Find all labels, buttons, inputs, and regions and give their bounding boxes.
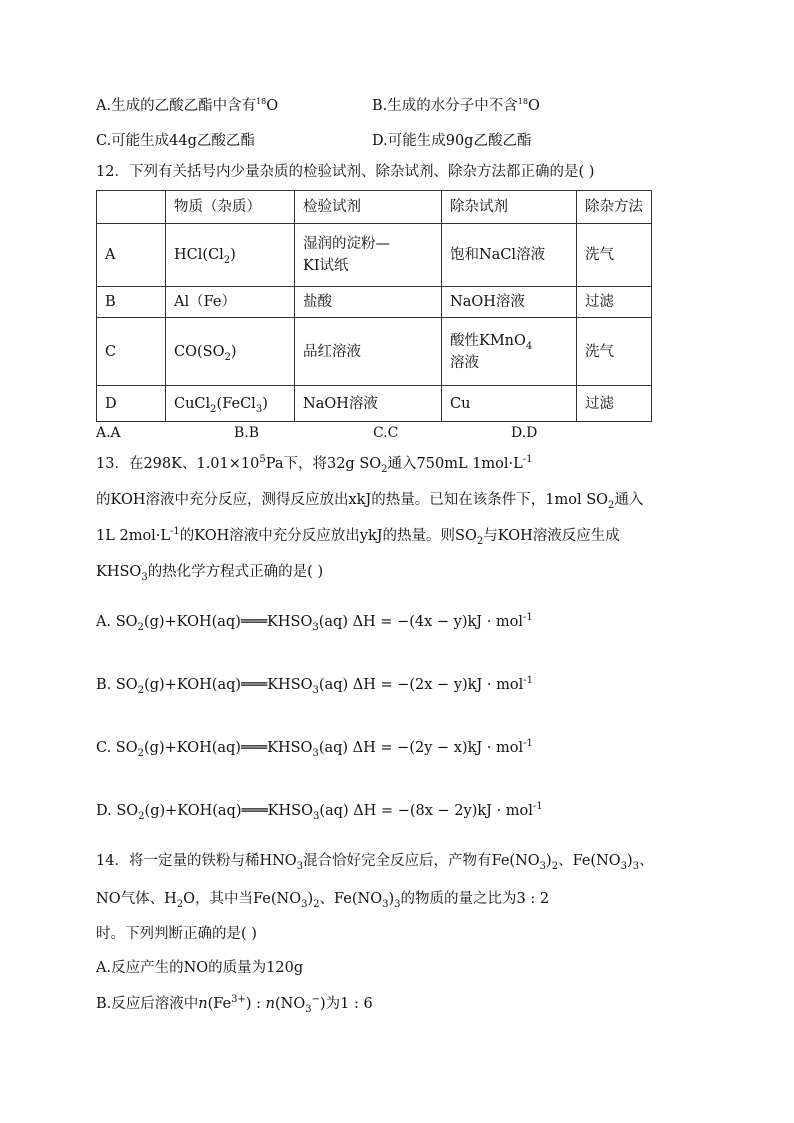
method-cell: 洗气 xyxy=(577,224,652,287)
option-label: C. xyxy=(96,740,112,756)
exponent: -1 xyxy=(523,738,533,750)
exponent: 5 xyxy=(259,454,266,466)
ion-charge: 3+ xyxy=(231,994,246,1006)
q12-answer-a: A.A xyxy=(96,425,121,441)
q13-line-2: 的KOH溶液中充分反应，测得反应放出xkJ的热量。已知在该条件下，1mol $SO_2$通入 xyxy=(96,492,644,511)
q14-option-a: A.反应产生的NO的质量为120g xyxy=(96,960,304,976)
isotope-mass: 18 xyxy=(517,97,528,107)
exponent: -1 xyxy=(532,801,543,813)
test-reagent-cell: 盐酸 xyxy=(295,287,442,318)
text: 混合恰好完全反应后，产物有 xyxy=(303,853,492,869)
impurity: SO xyxy=(202,343,225,360)
test-reagent-cell: 品红溶液 xyxy=(295,318,442,386)
substance-cell: Al（Fe） xyxy=(166,287,295,318)
removal-reagent-cell: 酸性KMnO$_4$ 溶液 xyxy=(442,318,577,386)
q12-answer-d: D.D xyxy=(511,425,538,441)
exponent: -1 xyxy=(523,675,533,687)
q13-line-1: 13．在298K、$1.01\times 10^5Pa$下，将32g $SO_2$通入750mL $1mol\cdot L^{-1}$ xyxy=(96,454,533,475)
text: 1.01×10 xyxy=(196,456,260,472)
text: 的KOH溶液中充分反应，测得反应放出xkJ的热量。已知在该条件下，1mol SO xyxy=(96,492,609,508)
q11-option-a xyxy=(96,96,278,116)
isotope-mass: 18 xyxy=(256,97,267,107)
row-label: D xyxy=(97,386,166,422)
text: (g)+KOH(aq)═══KHSO xyxy=(144,803,313,819)
substance-cell: CuCl$_2$(FeCl$_3$) xyxy=(166,386,295,422)
ratio: 3 : 2 xyxy=(516,891,550,907)
ratio: 1 : 6 xyxy=(340,996,373,1012)
element-symbol: O xyxy=(527,98,540,114)
text: (aq) ΔH = − xyxy=(319,803,410,819)
q14-line-2: NO气体、$H_2O$，其中当$Fe(NO_3)_2$、$Fe(NO_3)_3$的物质的量之比为3 : 2 xyxy=(96,891,550,910)
text: (aq) ΔH = − xyxy=(318,677,410,693)
text: Pa下，将32g SO xyxy=(265,456,382,472)
element-symbol: O xyxy=(266,98,279,114)
substance-main: CuCl xyxy=(174,395,211,412)
test-reagent-cell xyxy=(295,224,442,287)
row-label: B xyxy=(97,287,166,318)
option-label: A. xyxy=(96,614,112,630)
text: 的物质的量之比为 xyxy=(400,891,517,907)
text: Fe(NO xyxy=(334,891,383,907)
table-row xyxy=(97,386,652,422)
q12-table xyxy=(96,190,652,422)
text: kJ · mol xyxy=(477,803,533,819)
text: KHSO xyxy=(96,564,142,580)
q11-option-b xyxy=(372,96,540,116)
text: (NO xyxy=(274,996,306,1012)
text: 1L 2mol·L xyxy=(96,528,171,544)
q12-answer-c: C.C xyxy=(373,425,399,441)
removal-line: 溶液 xyxy=(450,354,479,371)
exponent: -1 xyxy=(523,612,533,624)
test-line: KI试纸 xyxy=(303,258,349,274)
text: 的热化学方程式正确的是( ) xyxy=(147,564,324,580)
enthalpy-term: (4x − y) xyxy=(409,614,468,630)
header-cell: 物质（杂质） xyxy=(166,191,295,224)
text: (g)+KOH(aq)═══KHSO xyxy=(144,740,313,756)
text: ) : xyxy=(245,996,266,1012)
amount-symbol: n xyxy=(198,996,208,1012)
exponent: -1 xyxy=(522,454,533,466)
option-label: B. xyxy=(96,677,112,693)
text: O，其中当 xyxy=(183,891,253,907)
text: 通入 xyxy=(614,492,644,508)
method-cell: 过滤 xyxy=(577,287,652,318)
option-text: B.生成的水分子中不含 xyxy=(372,98,518,114)
text: (g)+KOH(aq)═══KHSO xyxy=(143,614,313,630)
test-reagent-cell: NaOH溶液 xyxy=(295,386,442,422)
q12-answer-b: B.B xyxy=(234,425,260,441)
text: 13．在298K、 xyxy=(96,456,197,472)
option-label: D. xyxy=(96,803,112,819)
text: kJ · mol xyxy=(467,614,524,630)
test-line: 湿润的淀粉— xyxy=(303,236,390,252)
enthalpy-term: (2y − x) xyxy=(409,740,468,756)
q14-option-b: B.反应后溶液中$n(Fe^{3+})$ : $n(NO_3^-)$为1 : 6 xyxy=(96,994,373,1015)
text: (aq) ΔH = − xyxy=(318,740,410,756)
q13-line-3: 1L $2mol\cdot L^{-1}$的KOH溶液中充分反应放出ykJ的热量。则$SO_2$与KOH溶液反应生成 xyxy=(96,526,620,547)
enthalpy-term: (8x − 2y) xyxy=(409,803,478,819)
impurity: Cl xyxy=(208,247,224,263)
q13-option-c: C. $SO_2(g)+KOH(aq)═══KHSO_3(aq) \Delta H = -(2y - x)kJ \cdot mol^{-1}$ xyxy=(96,738,533,759)
text: B.反应后溶液中 xyxy=(96,996,199,1012)
enthalpy-term: (2x − y) xyxy=(409,677,468,693)
text: SO xyxy=(116,803,139,819)
text: (Fe xyxy=(207,996,232,1012)
table-row xyxy=(97,287,652,318)
removal-reagent-cell: Cu xyxy=(442,386,577,422)
removal-reagent-cell: NaOH溶液 xyxy=(442,287,577,318)
text: NO气体、H xyxy=(96,891,177,907)
header-cell xyxy=(97,191,166,224)
method-cell: 过滤 xyxy=(577,386,652,422)
q13-option-b: B. $SO_2(g)+KOH(aq)═══KHSO_3(aq) \Delta H = -(2x - y)kJ \cdot mol^{-1}$ xyxy=(96,675,533,696)
q14-line-3: 时。下列判断正确的是( ) xyxy=(96,926,257,942)
impurity: FeCl xyxy=(222,395,256,412)
text: 14．将一定量的铁粉与稀 xyxy=(96,853,260,869)
text: kJ · mol xyxy=(467,740,524,756)
table-header-row xyxy=(97,191,652,224)
substance-main: CO xyxy=(174,343,197,360)
method-cell: 洗气 xyxy=(577,318,652,386)
q11-option-d: D.可能生成90g乙酸乙酯 xyxy=(372,133,532,149)
q12-stem: 12．下列有关括号内少量杂质的检验试剂、除杂试剂、除杂方法都正确的是( ) xyxy=(96,164,595,180)
text: SO xyxy=(115,740,138,756)
text: 通入750mL 1mol·L xyxy=(387,456,523,472)
text: SO xyxy=(115,677,138,693)
substance-cell: $HCl(Cl_2)$ xyxy=(166,224,295,287)
text: SO xyxy=(115,614,138,630)
table-row xyxy=(97,224,652,287)
row-label: A xyxy=(97,224,166,287)
exponent: -1 xyxy=(170,526,180,538)
text: Fe(NO xyxy=(491,853,540,869)
text: (g)+KOH(aq)═══KHSO xyxy=(144,677,313,693)
table-row xyxy=(97,318,652,386)
text: kJ · mol xyxy=(467,677,524,693)
removal-reagent-cell: 饱和NaCl溶液 xyxy=(442,224,577,287)
substance-main: HCl xyxy=(174,247,203,263)
amount-symbol: n xyxy=(265,996,275,1012)
header-cell: 检验试剂 xyxy=(295,191,442,224)
q13-option-a: A. $SO_2(g)+KOH(aq)═══KHSO_3(aq) \Delta H = -(4x - y)kJ \cdot mol^{-1}$ xyxy=(96,612,533,633)
row-label: C xyxy=(97,318,166,386)
option-text: A.生成的乙酸乙酯中含有 xyxy=(96,98,257,114)
q13-line-4: $KHSO_3$的热化学方程式正确的是( ) xyxy=(96,564,324,583)
text: 与KOH溶液反应生成 xyxy=(483,528,620,544)
q14-line-1: 14．将一定量的铁粉与稀$HNO_3$混合恰好完全反应后，产物有$Fe(NO_3)_2$、$Fe(NO_3)_3$、 xyxy=(96,853,654,872)
ion-charge: − xyxy=(311,994,320,1006)
header-cell: 除杂方法 xyxy=(577,191,652,224)
header-cell: 除杂试剂 xyxy=(442,191,577,224)
q13-option-d: D. $SO_2(g)+KOH(aq)═══KHSO_3(aq) \Delta H = -(8x - 2y)kJ \cdot mol^{-1}$ xyxy=(96,801,543,822)
text: HNO xyxy=(259,853,297,869)
text: (aq) ΔH = − xyxy=(318,614,410,630)
q11-option-c: C.可能生成44g乙酸乙酯 xyxy=(96,133,255,149)
substance-cell: $CO(SO_2)$ xyxy=(166,318,295,386)
text: Fe(NO xyxy=(572,853,621,869)
text: Fe(NO xyxy=(253,891,302,907)
text: 的KOH溶液中充分反应放出ykJ的热量。则SO xyxy=(179,528,477,544)
text: )为 xyxy=(319,996,341,1012)
removal-line: 酸性KMnO xyxy=(450,332,526,349)
